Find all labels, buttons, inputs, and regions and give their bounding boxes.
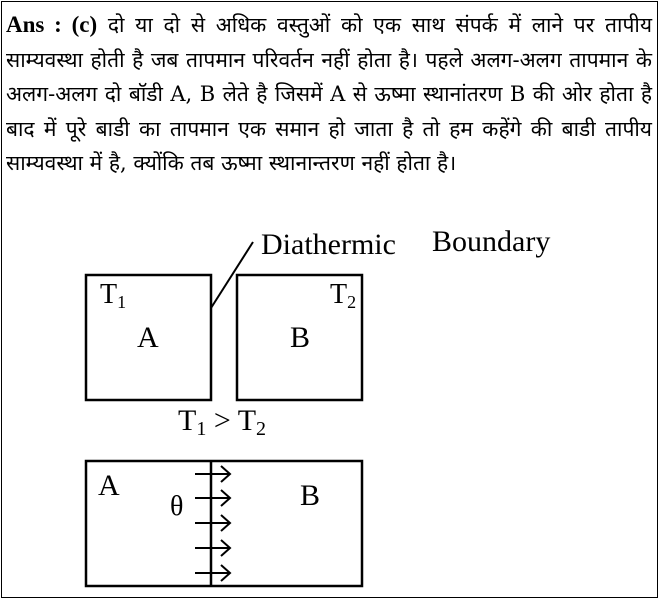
theta-symbol: θ: [170, 491, 184, 522]
boundary-label-boundary: Boundary: [432, 225, 551, 258]
heat-arrow-2: [195, 490, 230, 506]
heat-flow-arrows: [195, 466, 230, 581]
heat-arrow-3: [195, 515, 230, 531]
heat-arrow-4: [195, 540, 230, 556]
heat-arrow-1: [195, 466, 230, 482]
answer-text: दो या दो से अधिक वस्तुओं को एक साथ संपर्क में लाने पर तापीय साम्यवस्था होती है जब तापमान परिवर्तन नहीं होता है। पहले अलग-अलग तापमान के अलग-अलग दो बॉडी A, B लेते है जिसमें A से ऊष्मा स्थानांतरण B की ओर होता है बाद में पूरे बाडी का तापमान एक समान हो जाता है तो हम कहेंगे की बाडी तापीय साम्यवस्था में है, क्योंकि तब ऊष्मा स्थानान्तरण नहीं होता है।: [6, 13, 652, 175]
combined-b-name: B: [300, 479, 321, 512]
box-a-temp: T1: [100, 279, 127, 312]
box-a-name: A: [137, 321, 159, 354]
combined-a-name: A: [98, 469, 120, 502]
heat-arrow-5: [195, 565, 230, 581]
answer-lead: Ans : (c): [6, 12, 98, 37]
box-b-temp: T2: [330, 279, 357, 312]
box-b-name: B: [290, 321, 311, 354]
boundary-label-diathermic: Diathermic: [261, 228, 396, 261]
temperature-relation: T1 > T2: [178, 404, 267, 440]
